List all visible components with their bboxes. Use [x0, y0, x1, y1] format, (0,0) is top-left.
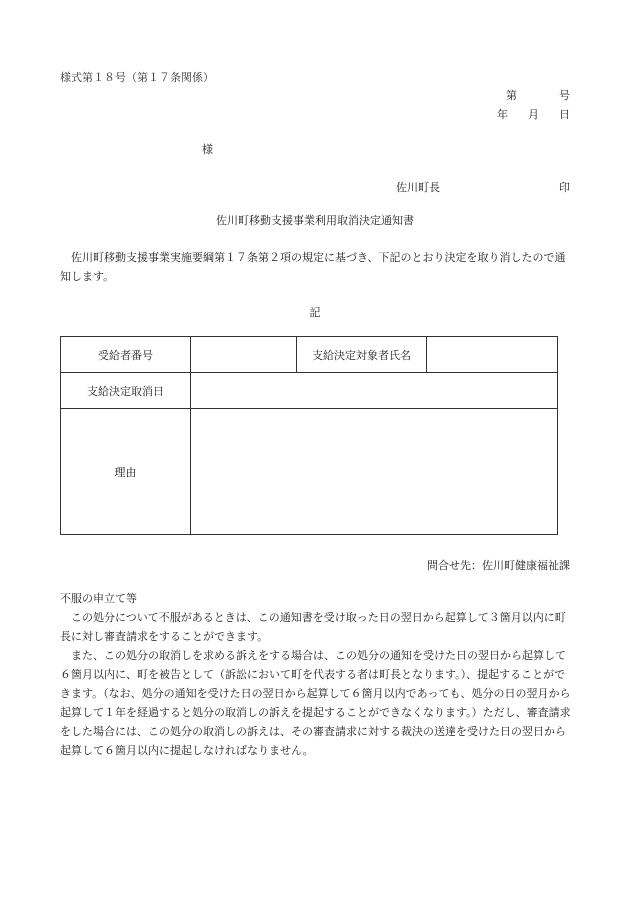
reason-field[interactable] — [191, 409, 558, 535]
addressee-honorific: 様 — [202, 143, 213, 156]
reason-label: 理由 — [61, 409, 191, 535]
target-name-label: 支給決定対象者氏名 — [297, 337, 427, 373]
document-title: 佐川町移動支援事業利用取消決定通知書 — [216, 214, 414, 227]
issuer-name: 佐川町長 — [396, 181, 440, 194]
contact-info: 問合せ先：佐川町健康福祉課 — [427, 559, 570, 572]
recipient-number-field[interactable] — [191, 337, 297, 373]
number-suffix: 号 — [559, 89, 570, 102]
issue-date — [497, 106, 570, 122]
table-row — [61, 409, 558, 535]
date-day: 日 — [559, 108, 570, 121]
intro-paragraph: 佐川町移動支援事業実施要綱第１７条第２項の規定に基づき、下記のとおり決定を取り消したので通知します。 — [60, 251, 566, 283]
info-table — [60, 336, 558, 535]
target-name-field[interactable] — [427, 337, 558, 373]
table-row — [61, 373, 558, 409]
ki-heading: 記 — [309, 306, 321, 319]
seal-mark: 印 — [559, 181, 570, 194]
date-month: 月 — [528, 108, 539, 121]
appeal-paragraph: また、この処分の取消しを求める訴えをする場合は、この処分の通知を受けた日の翌日から起算して６箇月以内に、町を被告として（訴訟において町を代表する者は町長となります。）、提起することができます。（なお、処分の通知を受けた日の翌日から起算して６箇月以内であっても、処分の日の翌月から起算して１年を経過すると処分の取消しの訴えを提起することができなくなります。）ただし、審査請求をした場合には、この処分の取消しの訴えは、その審査請求に対する裁決の送達を受けた日の翌日から起算して６箇月以内に提起しなければなりません。 — [60, 649, 571, 757]
cancel-date-field[interactable] — [191, 373, 558, 409]
cancel-date-label: 支給決定取消日 — [61, 373, 191, 409]
table-row — [61, 337, 558, 373]
appeal-paragraph: この処分について不服があるときは、この通知書を受け取った日の翌日から起算して３箇月以内に町長に対し審査請求をすることができます。 — [60, 611, 566, 643]
number-prefix: 第 — [506, 89, 517, 102]
recipient-number-label: 受給者番号 — [61, 337, 191, 373]
appeal-heading: 不服の申立て等 — [60, 592, 137, 605]
document-number — [506, 87, 570, 103]
date-year: 年 — [497, 108, 508, 121]
form-number: 様式第１８号（第１７条関係） — [60, 71, 214, 84]
appeal-body — [60, 608, 572, 760]
